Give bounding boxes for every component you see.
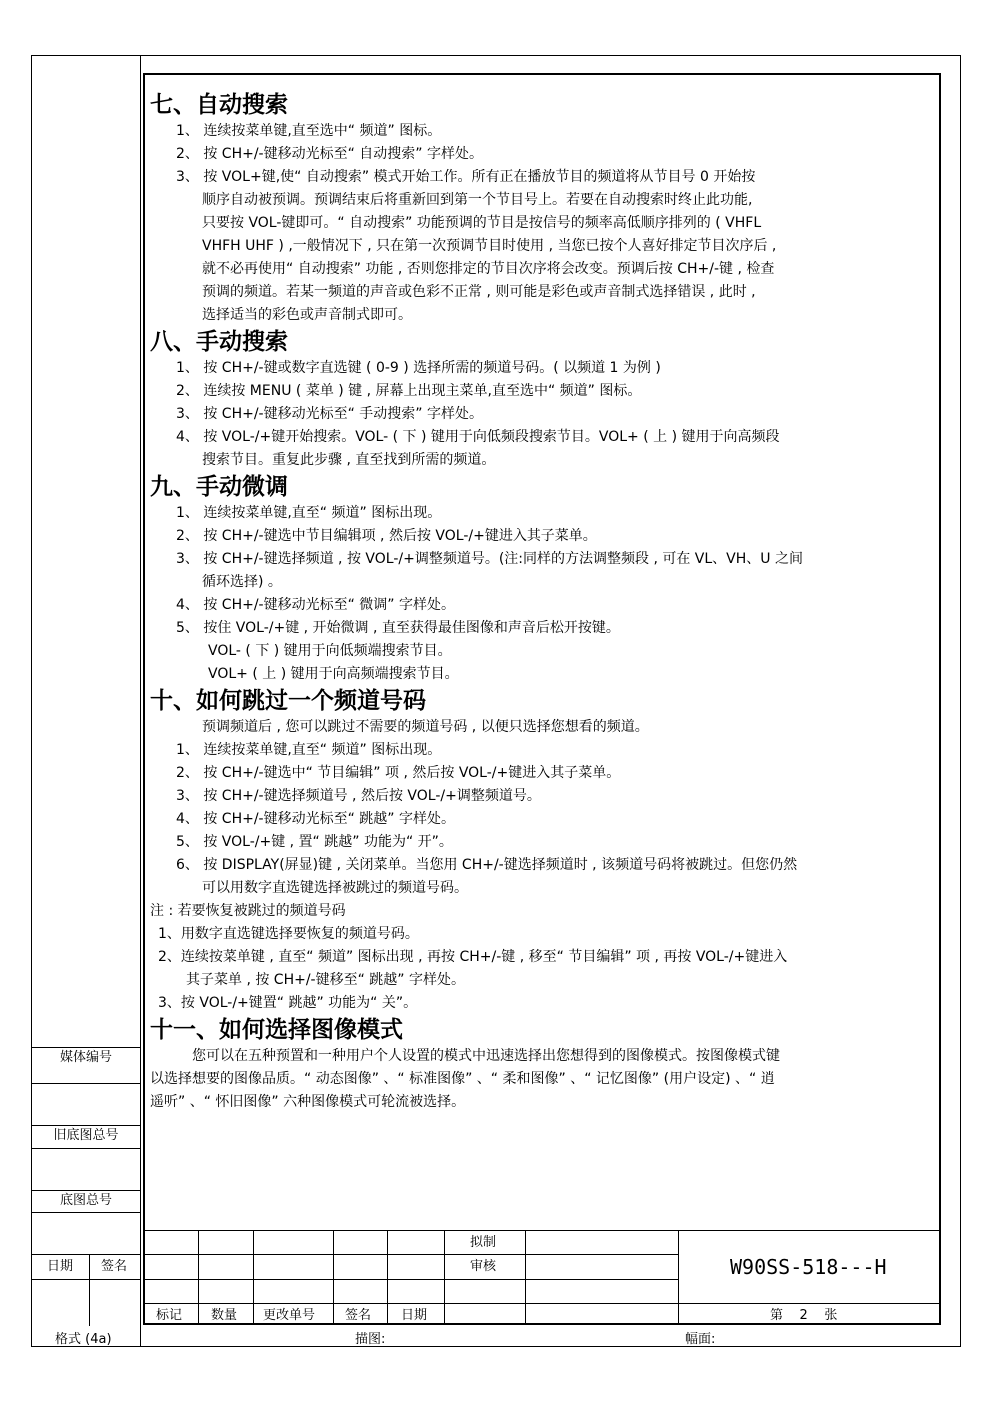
- list-item: 2、 按 CH+/-键选中节目编辑项 , 然后按 VOL-/+键进入其子菜单。: [176, 528, 597, 544]
- section-heading: 十一、如何选择图像模式: [150, 1017, 403, 1043]
- list-item: 1、用数字直选键选择要恢复的频道号码。: [158, 926, 419, 942]
- list-item: 2、 按 CH+/-键选中“ 节目编辑” 项 , 然后按 VOL-/+键进入其子菜单。: [176, 765, 621, 781]
- tb-header-date: 日期: [401, 1308, 428, 1323]
- tb-reviewed: 审核: [470, 1259, 497, 1274]
- sidebar-divider-line: [31, 1083, 141, 1084]
- sheet-suffix: 张: [824, 1308, 838, 1323]
- footer-traced: 描图:: [355, 1332, 386, 1347]
- list-item: 1、 按 CH+/-键或数字直选键 ( 0-9 ) 选择所需的频道号码。( 以频道 1 为例 ): [176, 360, 661, 376]
- list-item: 循环选择) 。: [202, 574, 282, 590]
- list-item: 5、 按住 VOL-/+键 , 开始微调 , 直至获得最佳图像和声音后松开按键。: [176, 620, 620, 636]
- footer-format: 格式 (4a): [55, 1332, 112, 1347]
- sidebar-divider-line: [31, 1212, 141, 1213]
- list-item: 2、连续按菜单键 , 直至“ 频道” 图标出现 , 再按 CH+/-键 , 移至“ 节目编辑” 项 , 再按 VOL-/+键进入: [158, 949, 788, 965]
- tb-vline: [387, 1230, 388, 1325]
- paragraph-line: 您可以在五种预置和一种用户个人设置的模式中迅速选择出您想得到的图像模式。按图像模式键: [192, 1048, 780, 1064]
- tb-vline: [333, 1230, 334, 1325]
- sidebar-divider-line: [31, 1148, 141, 1149]
- sidebar-date: 日期: [47, 1259, 74, 1274]
- sidebar-drawing-no: [31, 1190, 141, 1211]
- sidebar-media-no-label: 媒体编号: [59, 1050, 112, 1065]
- paragraph-line: 以选择想要的图像品质。“ 动态图像” 、“ 标准图像” 、“ 柔和图像” 、“ 记忆图像” (用户设定) 、“ 逍: [150, 1071, 775, 1087]
- list-item: 1、 连续按菜单键,直至“ 频道” 图标出现。: [176, 742, 442, 758]
- paragraph-line: 遥听” 、“ 怀旧图像” 六种图像模式可轮流被选择。: [150, 1094, 466, 1110]
- tb-line: [143, 1254, 678, 1255]
- tb-line: [143, 1230, 941, 1231]
- document-number: W90SS-518---H: [730, 1255, 887, 1279]
- tb-vline: [678, 1230, 679, 1325]
- tb-line: [143, 1279, 678, 1280]
- list-item: VOL+ ( 上 ) 键用于向高频端搜索节目。: [208, 666, 459, 682]
- sidebar-divider: [140, 55, 141, 1346]
- tb-vline: [198, 1230, 199, 1325]
- list-item: 3、 按 CH+/-键选择频道号 , 然后按 VOL-/+调整频道号。: [176, 788, 541, 804]
- section-heading: 九、手动微调: [150, 474, 288, 500]
- tb-header-mark: 标记: [156, 1308, 183, 1323]
- sidebar-media-no: [31, 1047, 141, 1068]
- sheet-prefix: 第: [770, 1308, 784, 1323]
- sidebar-divider-line: [31, 1254, 141, 1255]
- section-heading: 七、自动搜索: [150, 92, 288, 118]
- section-heading: 八、手动搜索: [150, 329, 288, 355]
- list-item: 3、按 VOL-/+键置“ 跳越” 功能为“ 关”。: [158, 995, 418, 1011]
- list-item: 3、 按 CH+/-键移动光标至“ 手动搜索” 字样处。: [176, 406, 484, 422]
- list-item: 4、 按 CH+/-键移动光标至“ 微调” 字样处。: [176, 597, 456, 613]
- list-item: 1、 连续按菜单键,直至选中“ 频道” 图标。: [176, 123, 442, 139]
- note-heading: 注 : 若要恢复被跳过的频道号码: [150, 903, 346, 919]
- footer-size: 幅面:: [685, 1332, 716, 1347]
- sidebar-old-drawing-no: [31, 1125, 141, 1146]
- list-item: 6、 按 DISPLAY(屏显)键 , 关闭菜单。当您用 CH+/-键选择频道时 , 该频道号码将被跳过。但您仍然: [176, 857, 798, 873]
- list-item: 3、 按 VOL+键,使“ 自动搜索” 模式开始工作。所有正在播放节目的频道将从节目号 0 开始按: [176, 169, 756, 185]
- tb-header-qty: 数量: [211, 1308, 238, 1323]
- sheet-no: 2: [799, 1308, 808, 1323]
- section-heading: 十、如何跳过一个频道号码: [150, 688, 426, 714]
- sidebar-signature: 签名: [101, 1259, 128, 1274]
- list-item: 3、 按 CH+/-键选择频道 , 按 VOL-/+调整频道号。(注:同样的方法调整频段 , 可在 VL、VH、U 之间: [176, 551, 803, 567]
- tb-header-signature: 签名: [345, 1308, 372, 1323]
- list-item: 搜索节目。重复此步骤 , 直至找到所需的频道。: [202, 452, 496, 468]
- list-item: 2、 按 CH+/-键移动光标至“ 自动搜索” 字样处。: [176, 146, 484, 162]
- sidebar-vline: [89, 1254, 90, 1326]
- sidebar-old-drawing-no-label: 旧底图总号: [53, 1128, 119, 1143]
- tb-header-change-no: 更改单号: [263, 1308, 316, 1323]
- list-item: 预调频道后 , 您可以跳过不需要的频道号码 , 以便只选择您想看的频道。: [202, 719, 649, 735]
- list-item: 4、 按 VOL-/+键开始搜索。VOL- ( 下 ) 键用于向低频段搜索节目。VOL+ ( 上 ) 键用于向高频段: [176, 429, 780, 445]
- list-item: 预调的频道。若某一频道的声音或色彩不正常 , 则可能是彩色或声音制式选择错误 , 此时 ,: [202, 284, 756, 300]
- tb-vline: [525, 1230, 526, 1325]
- list-item: VHFH UHF ) ,一般情况下 , 只在第一次预调节目时使用 , 当您已按个人喜好排定节目次序后 ,: [202, 238, 777, 254]
- sidebar-divider-line: [31, 1279, 141, 1280]
- document-body: [150, 90, 940, 1114]
- list-item: 选择适当的彩色或声音制式即可。: [202, 307, 412, 323]
- list-item: 2、 连续按 MENU ( 菜单 ) 键 , 屏幕上出现主菜单,直至选中“ 频道” 图标。: [176, 383, 642, 399]
- list-item: VOL- ( 下 ) 键用于向低频端搜索节目。: [208, 643, 452, 659]
- list-item: 5、 按 VOL-/+键 , 置“ 跳越” 功能为“ 开”。: [176, 834, 453, 850]
- list-item: 只要按 VOL-键即可。“ 自动搜索” 功能预调的节目是按信号的频率高低顺序排列的 ( VHFL: [202, 215, 762, 231]
- list-item: 就不必再使用“ 自动搜索” 功能 , 否则您排定的节目次序将会改变。预调后按 CH+/-键 , 检查: [202, 261, 775, 277]
- sheet-number: [770, 1307, 837, 1325]
- tb-line: [143, 1303, 941, 1304]
- list-item: 可以用数字直选键选择被跳过的频道号码。: [202, 880, 468, 896]
- list-item: 其子菜单 , 按 CH+/-键移至“ 跳越” 字样处。: [186, 972, 466, 988]
- list-item: 顺序自动被预调。预调结束后将重新回到第一个节目号上。若要在自动搜索时终止此功能,: [202, 192, 753, 208]
- tb-vline: [444, 1230, 445, 1325]
- list-item: 1、 连续按菜单键,直至“ 频道” 图标出现。: [176, 505, 442, 521]
- tb-vline: [253, 1230, 254, 1325]
- sidebar-drawing-no-label: 底图总号: [59, 1193, 112, 1208]
- tb-drafted: 拟制: [470, 1235, 497, 1250]
- list-item: 4、 按 CH+/-键移动光标至“ 跳越” 字样处。: [176, 811, 456, 827]
